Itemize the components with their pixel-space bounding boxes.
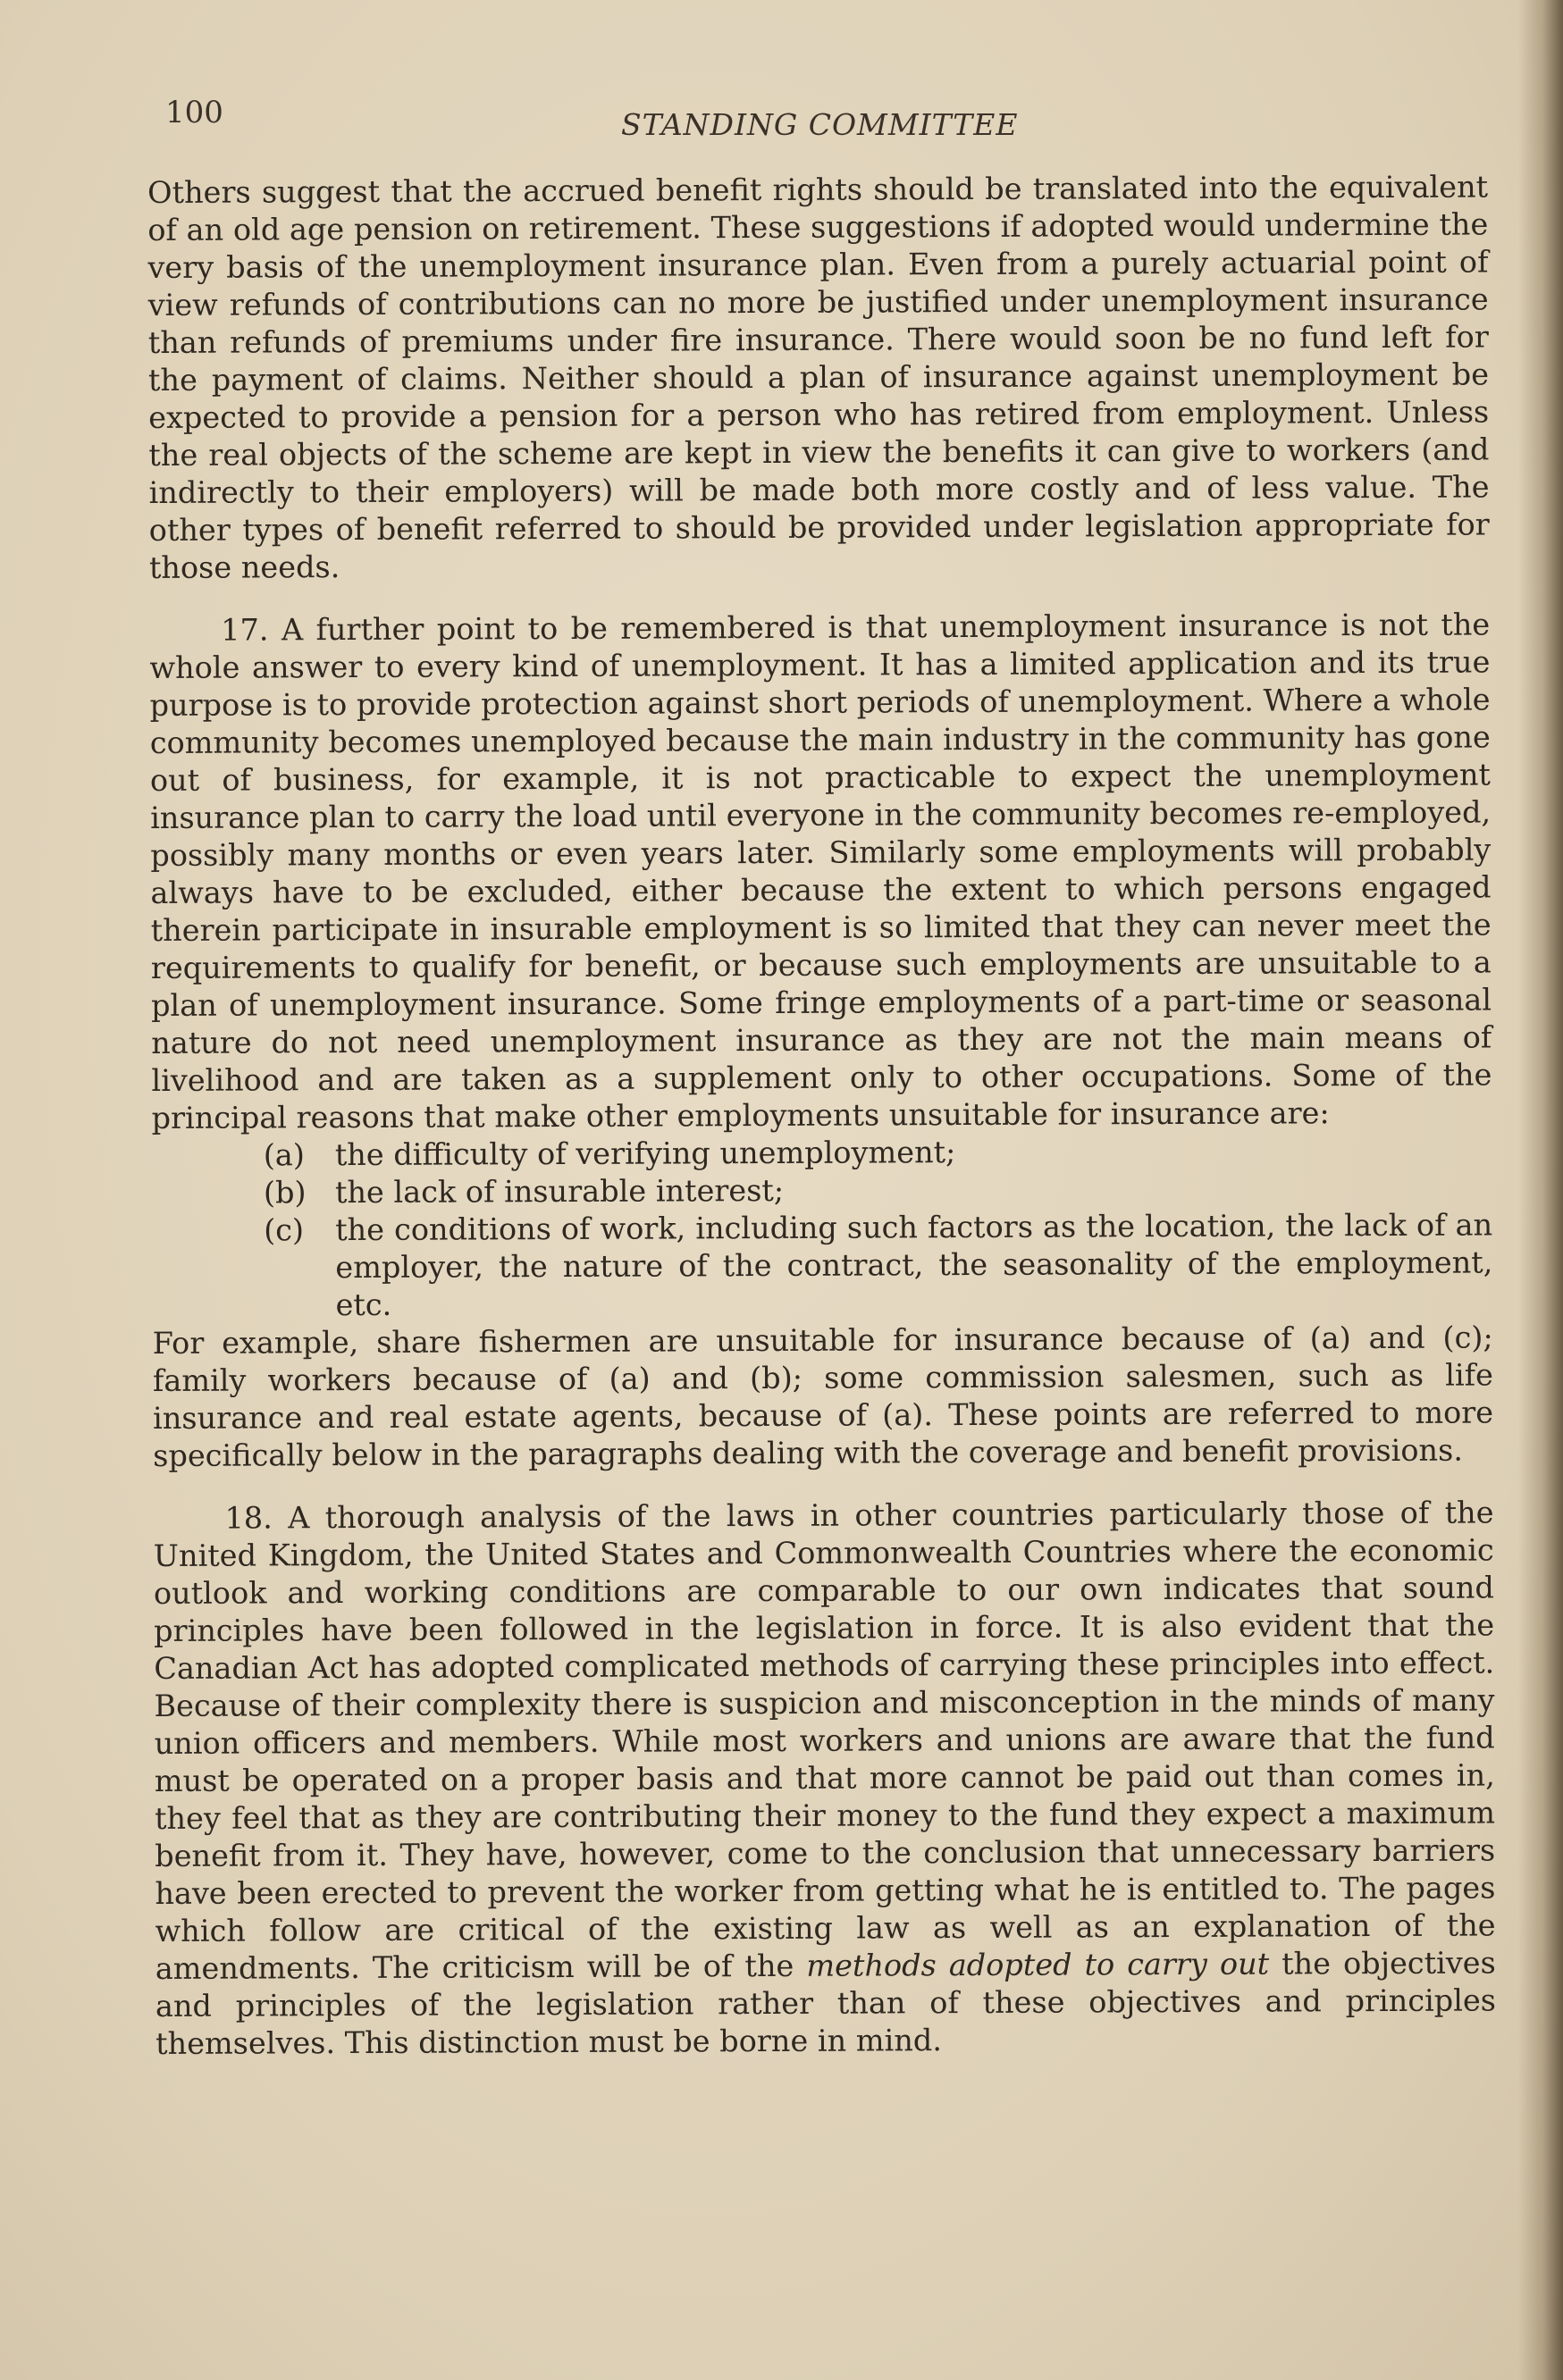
reasons-list [152,1131,1493,1325]
paragraph-18-start: 18. A thorough analysis of the laws in other countries particularly those of the United Kingdom, the United States and Commonwealth Countries where the economic outlook and working conditions are comparable to our own indicates that sound principles have been followed in the legislation in force. It is also evident that the Canadian Act has adopted complicated methods of carrying these principles into effect. Because of their complexity there is suspicion and misconception in the minds of many union officers and members. While most workers and unions are aware that the fund must be operated on a proper basis and that more cannot be paid out than comes in, they feel that as they are contributing their money to the fund they expect a maximum benefit from it. They have, however, come to the conclusion that unnecessary barriers have been erected to prevent the worker from getting what he is entitled to. The pages which follow are critical of the existing law as well as an explanation of the amendments. The criticism will be of the [153,1495,1496,1986]
list-marker: (a) [263,1137,306,1173]
page-number: 100 [165,95,223,130]
list-marker: (b) [263,1175,307,1211]
paragraph-18-end: the objectives and principles of the legislation rather than of these objectives and principles themselves. This distinction must be borne in mind. [155,1945,1497,2061]
list-text: the difficulty of verifying unemployment; [334,1135,956,1173]
list-item [152,1206,1493,1325]
list-item [152,1131,1492,1175]
list-text: the lack of insurable interest; [334,1172,785,1211]
list-marker: (c) [264,1212,305,1248]
paragraph-17-continuation: For example, share fishermen are unsuitable for insurance because of (a) and (c); family workers because of (a) and (b); some commission salesmen, such as life insurance and real estate agents, because of (a). These points are referred to more specifically below in the paragraphs dealing with the coverage and benefit provisions. [152,1320,1494,1473]
paragraph-16-continuation: Others suggest that the accrued benefit rights should be translated into the equivalent of an old age pension on retirement. These suggestions if adopted would undermine the very basis of the unemployment insurance plan. Even from a purely actuarial point of view refunds of contributions can no more be justified under unemployment insurance than refunds of premiums under fire insurance. There would soon be no fund left for the payment of claims. Neither should a plan of insurance against unemployment be expected to provide a pension for a person who has retired from employment. Unless the real objects of the scheme are kept in view the benefits it can give to workers (and indirectly to their employers) will be made both more costly and of less value. The other types of benefit referred to should be provided under legislation appropriate for those needs. [147,169,1490,585]
list-text: the conditions of work, including such factors as the location, the lack of an employer, the nature of the contract, the seasonality of the employment, etc. [335,1207,1493,1323]
body-text [147,168,1496,2063]
list-item [152,1169,1492,1212]
paragraph-17: 17. A further point to be remembered is that unemployment insurance is not the whole answer to every kind of unemployment. It has a limited application and its true purpose is to provide protection against short periods of unemployment. Where a whole community becomes unemployed because the main industry in the community has gone out of business, for example, it is not practicable to expect the unemployment insurance plan to carry the load until everyone in the community becomes re-employed, possibly many months or even years later. Similarly some employments will probably always have to be excluded, either because the extent to which persons engaged therein participate in insurable employment is so limited that they can never meet the requirements to qualify for benefit, or because such employments are unsuitable to a plan of unemployment insurance. Some fringe employments of a part-time or seasonal nature do not need unemployment insurance as they are not the main means of livelihood and are taken as a supplement only to other occupations. Some of the principal reasons that make other employments unsuitable for insurance are: [149,607,1492,1136]
paragraph-18 [153,1494,1496,2063]
running-head: STANDING COMMITTEE [621,107,1019,142]
paragraph-18-italic: methods adopted to carry out [806,1946,1270,1983]
page-header [165,88,1479,141]
book-spine-shadow [1518,0,1563,2380]
